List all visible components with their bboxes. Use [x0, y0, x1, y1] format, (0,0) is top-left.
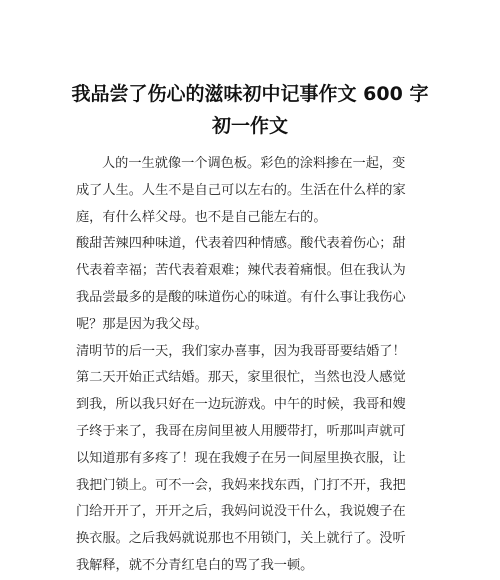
- body-line: 我解释，就不分青红皂白的骂了我一顿。: [76, 557, 314, 573]
- body-line: 代表着幸福；苦代表着艰难；辣代表着痛恨。但在我认为: [76, 263, 406, 279]
- body-line: 子终于来了，我哥在房间里被人用腰带打，听那叫声就可: [76, 423, 406, 439]
- body-line: 呢？那是因为我父母。: [76, 316, 208, 332]
- body-line: 清明节的后一天，我们家办喜事，因为我哥哥要结婚了！: [76, 343, 406, 359]
- body-line: 门给开开了，开开之后，我妈问说没干什么，我说嫂子在: [76, 504, 406, 520]
- document-body: [76, 151, 426, 580]
- body-line: 到我，所以我只好在一边玩游戏。中午的时候，我哥和嫂: [76, 397, 406, 413]
- body-line: 酸甜苦辣四种味道，代表着四种情感。酸代表着伤心；甜: [76, 236, 406, 252]
- document-title-line-1: 我品尝了伤心的滋味初中记事作文 600 字: [71, 83, 429, 105]
- body-line: 人的一生就像一个调色板。彩色的涂料掺在一起，变: [102, 156, 406, 171]
- body-line: 换衣服。之后我妈就说那也不用锁门，关上就行了。没听: [76, 531, 406, 547]
- body-line: 我品尝最多的是酸的味道伤心的味道。有什么事让我伤心: [76, 289, 406, 305]
- body-line: 庭，有什么样父母。也不是自己能左右的。: [76, 209, 327, 225]
- body-line: 成了人生。人生不是自己可以左右的。生活在什么样的家: [76, 182, 406, 198]
- body-line: 第二天开始正式结婚。那天，家里很忙，当然也没人感觉: [76, 370, 406, 386]
- body-line: 我把门锁上。可不一会，我妈来找东西，门打不开，我把: [76, 477, 406, 493]
- document-title-line-2: 初一作文: [211, 115, 288, 137]
- body-line: 以知道那有多疼了！现在我嫂子在另一间屋里换衣服，让: [76, 450, 406, 466]
